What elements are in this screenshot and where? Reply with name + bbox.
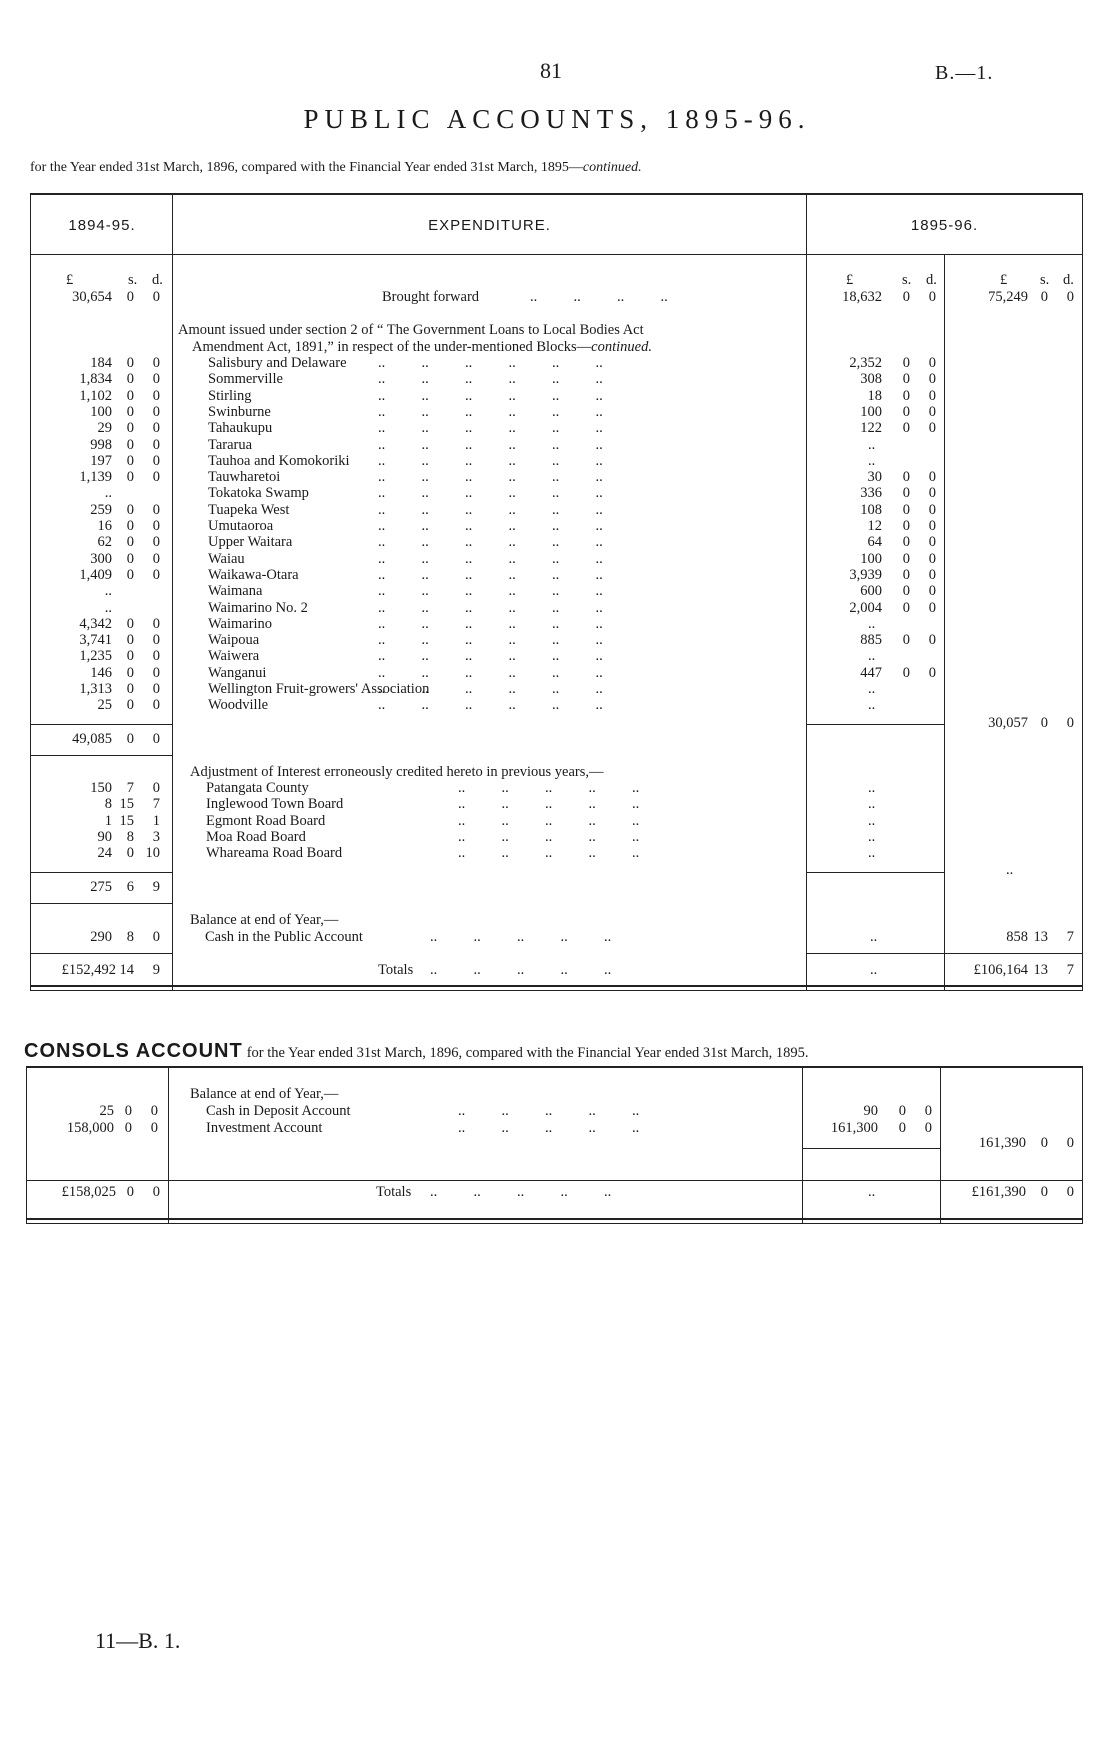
amount-pounds: 25 (99, 1103, 114, 1119)
amount-shillings: 0 (902, 485, 910, 502)
subtitle (30, 160, 642, 176)
amount-pence: 3 (152, 828, 160, 845)
amount-pounds: 18,632 (842, 289, 882, 305)
amount-pounds: 161,300 (830, 1119, 878, 1136)
amount-pence: 0 (928, 387, 936, 404)
amount-shillings: 0 (126, 403, 134, 420)
amount-pounds: .. (104, 485, 112, 502)
consols-totals-cur-shillings: 0 (1040, 1184, 1048, 1200)
amount-pounds: 75,249 (988, 289, 1028, 305)
block-name: Tokatoka Swamp (208, 485, 309, 502)
amount-shillings: 0 (902, 518, 910, 534)
balance-cur-pence: 7 (1066, 929, 1074, 945)
amount-pence: 1 (152, 812, 160, 829)
block-name: Wellington Fruit-growers' Association (208, 681, 430, 697)
amount-pounds: 18 (867, 387, 882, 404)
leader-dots: .. .. .. .. .. (430, 929, 612, 945)
balance-prev-pence: 0 (152, 929, 160, 945)
adjustment-name: Moa Road Board (206, 828, 306, 845)
shillings-unit: s. (1040, 272, 1050, 288)
amount-pounds: 308 (860, 371, 882, 388)
block-name: Umutaoroa (208, 518, 274, 534)
amount-shillings: 0 (902, 664, 910, 681)
leader-dots: .. .. .. .. .. .. (378, 648, 603, 665)
amount-pence: 0 (152, 566, 160, 583)
block-name: Swinburne (208, 403, 271, 420)
column-header-expenditure: EXPENDITURE. (428, 217, 551, 234)
amount-shillings: 0 (902, 599, 910, 616)
block-name: Waimarino (208, 615, 273, 632)
amount-pounds: 122 (860, 420, 882, 437)
amount-pence: 0 (928, 550, 936, 567)
consols-subtotal-pounds: 161,390 (978, 1135, 1026, 1151)
amount-pounds: 447 (860, 664, 882, 681)
leader-dots: .. .. .. .. .. .. (378, 664, 603, 681)
amount-pounds: 184 (90, 355, 112, 371)
subtitle-text: for the Year ended 31st March, 1896, compared with the Financial Year ended 31st March, 1895— (30, 160, 583, 175)
leader-dots: .. .. .. .. .. (430, 1184, 612, 1200)
amount-pounds: 998 (90, 436, 112, 453)
brought-forward-label: Brought forward (382, 289, 480, 305)
amount-pence: 0 (152, 780, 160, 796)
amount-shillings: 0 (902, 632, 910, 649)
leader-dots: .. .. .. .. .. .. (378, 371, 603, 388)
amount-shillings: 7 (126, 780, 134, 796)
leader-dots: .. .. .. .. .. .. (378, 681, 603, 697)
amount-pence: 0 (928, 599, 936, 616)
blocks-total-pence: 0 (152, 731, 160, 747)
blocks-total-cur-pounds: 30,057 (988, 715, 1028, 731)
amount-shillings: 0 (902, 534, 910, 551)
amount-shillings: 0 (126, 469, 134, 486)
amount-shillings: 0 (902, 583, 910, 600)
totals-prev-pence: 9 (152, 962, 160, 978)
section-heading-text: Amendment Act, 1891,” in respect of the under-mentioned Blocks— (192, 339, 592, 355)
leader-dots: .. .. .. .. .. .. (378, 452, 603, 469)
amount-shillings: 0 (902, 355, 910, 371)
section-heading-continued: continued. (591, 339, 652, 355)
amount-pence: 0 (928, 371, 936, 388)
totals-col1: .. (870, 962, 878, 978)
amount-pounds: 146 (90, 664, 112, 681)
leader-dots: .. .. .. .. .. .. (378, 485, 603, 502)
amount-pounds: 150 (90, 780, 112, 796)
amount-shillings: 0 (126, 501, 134, 518)
consols-totals-prev-pounds: £158,025 (61, 1184, 116, 1200)
amount-pounds: 2,004 (849, 599, 882, 616)
block-name: Waimarino No. 2 (208, 599, 308, 616)
amount-cur: .. (868, 780, 876, 796)
adjustment-name: Whareama Road Board (206, 845, 343, 862)
leader-dots: .. .. .. .. (530, 289, 668, 305)
pound-sign: £ (1000, 272, 1008, 288)
consols-totals-cur-pounds: £161,390 (971, 1184, 1026, 1200)
amount-pounds: 1,102 (79, 387, 112, 404)
amount-pence: 0 (928, 289, 936, 305)
amount-shillings: 0 (124, 1119, 132, 1136)
page-number: 81 (540, 58, 562, 83)
balance-heading: Balance at end of Year,— (190, 912, 339, 928)
account-name: Cash in Deposit Account (206, 1103, 351, 1119)
amount-pence: 0 (152, 664, 160, 681)
amount-pence: 0 (928, 632, 936, 649)
amount-pence: 0 (152, 534, 160, 551)
amount-pounds: 100 (860, 550, 882, 567)
section-heading: Amount issued under section 2 of “ The Government Loans to Local Bodies Act (178, 322, 644, 338)
amount-pounds: 1,235 (79, 648, 112, 665)
amount-shillings: 8 (126, 828, 134, 845)
amount-pounds: 259 (90, 501, 112, 518)
amount-shillings: 0 (126, 387, 134, 404)
blocks-total-cur-pence: 0 (1066, 715, 1074, 731)
adjustment-name: Patangata County (206, 780, 309, 796)
block-name: Waikawa-Otara (208, 566, 299, 583)
amount-shillings: 0 (126, 420, 134, 437)
balance-prev-pounds: 290 (90, 929, 112, 945)
block-name: Tararua (208, 436, 253, 453)
amount-shillings: 0 (902, 403, 910, 420)
amount-pence: 0 (928, 403, 936, 420)
leader-dots: .. .. .. .. .. .. (378, 501, 603, 518)
amount-pounds: 1,313 (79, 681, 112, 697)
leader-dots: .. .. .. .. .. .. (378, 599, 603, 616)
amount-shillings: 0 (126, 566, 134, 583)
amount-pence: 0 (152, 371, 160, 388)
account-name: Investment Account (206, 1119, 323, 1136)
block-name: Tuapeka West (208, 501, 290, 518)
pound-sign: £ (846, 272, 854, 288)
amount-pounds: .. (868, 681, 876, 697)
totals-prev-pounds: £152,492 (61, 962, 116, 978)
blocks-total-pounds: 49,085 (72, 731, 112, 747)
amount-pounds: 197 (90, 452, 112, 469)
amount-shillings: 0 (126, 550, 134, 567)
amount-pounds: 25 (97, 697, 112, 714)
amount-pence: 0 (152, 289, 160, 305)
amount-shillings: 0 (902, 550, 910, 567)
amount-pence: 0 (928, 420, 936, 437)
block-name: Waimana (208, 583, 263, 600)
balance-prev-shillings: 8 (126, 929, 134, 945)
amount-pence: 10 (145, 845, 160, 862)
blocks-total-shillings: 0 (126, 731, 134, 747)
amount-pounds: 12 (867, 518, 882, 534)
amount-shillings: 15 (119, 812, 134, 829)
amount-pence: 0 (928, 485, 936, 502)
amount-pence: 0 (152, 697, 160, 714)
adjust-total-cur: .. (1006, 862, 1014, 878)
leader-dots: .. .. .. .. .. .. (378, 697, 603, 714)
amount-pounds: 100 (860, 403, 882, 420)
amount-pounds: 885 (860, 632, 882, 649)
amount-shillings: 0 (126, 436, 134, 453)
amount-pounds: 108 (860, 501, 882, 518)
consols-totals-col1: .. (868, 1184, 876, 1200)
amount-pence: 0 (150, 1119, 158, 1136)
leader-dots: .. .. .. .. .. .. (378, 355, 603, 371)
column-header-1894: 1894-95. (68, 217, 136, 234)
consols-subtotal-pence: 0 (1066, 1135, 1074, 1151)
leader-dots: .. .. .. .. .. .. (378, 387, 603, 404)
leader-dots: .. .. .. .. .. (458, 845, 640, 862)
consols-totals-label: Totals (376, 1184, 412, 1200)
totals-cur-pounds: £106,164 (973, 962, 1028, 978)
amount-shillings: 0 (902, 469, 910, 486)
amount-pence: 0 (928, 501, 936, 518)
amount-pence: 0 (928, 355, 936, 371)
amount-pence: 0 (152, 632, 160, 649)
block-name: Waipoua (208, 632, 260, 649)
amount-pounds: .. (868, 648, 876, 665)
leader-dots: .. .. .. .. .. .. (378, 615, 603, 632)
balance-cur-pounds: 858 (1006, 929, 1028, 945)
amount-pounds: 2,352 (849, 355, 882, 371)
block-name: Wanganui (208, 664, 267, 681)
amount-pounds: 16 (97, 518, 112, 534)
amount-shillings: 0 (126, 452, 134, 469)
amount-pence: 0 (152, 501, 160, 518)
amount-pounds: 90 (863, 1103, 878, 1119)
amount-pence: 0 (152, 403, 160, 420)
adjustment-heading: Adjustment of Interest erroneously credited hereto in previous years,— (190, 764, 604, 780)
amount-shillings: 0 (898, 1103, 906, 1119)
amount-pence: 0 (928, 534, 936, 551)
amount-shillings: 0 (126, 648, 134, 665)
adjustment-name: Egmont Road Board (206, 812, 326, 829)
amount-pounds: 3,939 (849, 566, 882, 583)
amount-pence: 0 (928, 469, 936, 486)
amount-shillings: 0 (126, 355, 134, 371)
consols-totals-prev-shillings: 0 (126, 1184, 134, 1200)
amount-pounds: .. (868, 697, 876, 714)
leader-dots: .. .. .. .. .. .. (378, 632, 603, 649)
balance-cur-shillings: 13 (1033, 929, 1048, 945)
amount-pence: 0 (152, 436, 160, 453)
amount-cur: .. (868, 796, 876, 813)
amount-pence: 7 (152, 796, 160, 813)
pence-unit: d. (926, 272, 937, 288)
amount-pence: 0 (152, 420, 160, 437)
adjustment-name: Inglewood Town Board (206, 796, 344, 813)
amount-pounds: 336 (860, 485, 882, 502)
pence-unit: d. (1063, 272, 1074, 288)
amount-shillings: 0 (902, 289, 910, 305)
leader-dots: .. .. .. .. .. .. (378, 518, 603, 534)
footer-reference: 11—B. 1. (95, 1628, 181, 1653)
block-name: Tahaukupu (208, 420, 273, 437)
page-title: PUBLIC ACCOUNTS, 1895-96. (303, 104, 811, 134)
amount-pounds: 3,741 (79, 632, 112, 649)
amount-pounds: 29 (97, 420, 112, 437)
section-heading-cont (192, 339, 652, 356)
amount-shillings: 0 (126, 615, 134, 632)
amount-shillings: 0 (902, 387, 910, 404)
amount-shillings: 0 (902, 420, 910, 437)
leader-dots: .. .. .. .. .. (458, 1119, 640, 1136)
amount-shillings: 15 (119, 796, 134, 813)
block-name: Waiwera (208, 648, 260, 665)
block-name: Upper Waitara (208, 534, 293, 551)
amount-shillings: 0 (124, 1103, 132, 1119)
amount-pounds: 300 (90, 550, 112, 567)
block-name: Woodville (208, 697, 269, 714)
amount-pence: 0 (924, 1119, 932, 1136)
amount-shillings: 0 (126, 697, 134, 714)
block-name: Salisbury and Delaware (208, 355, 347, 371)
shillings-unit: s. (902, 272, 912, 288)
consols-heading (24, 1040, 808, 1063)
totals-cur-shillings: 13 (1033, 962, 1048, 978)
amount-pounds: 600 (860, 583, 882, 600)
shillings-unit: s. (128, 272, 138, 288)
amount-pounds: .. (104, 599, 112, 616)
leader-dots: .. .. .. .. .. (458, 780, 640, 796)
amount-shillings: 0 (126, 632, 134, 649)
leader-dots: .. .. .. .. .. (458, 1103, 640, 1119)
amount-pence: 0 (928, 664, 936, 681)
amount-shillings: 0 (898, 1119, 906, 1136)
amount-pounds: 30 (867, 469, 882, 486)
amount-shillings: 0 (126, 289, 134, 305)
amount-pounds: 8 (104, 796, 112, 813)
balance-col1: .. (870, 929, 878, 945)
amount-cur: .. (868, 812, 876, 829)
amount-pence: 0 (928, 583, 936, 600)
adjust-total-pounds: 275 (90, 879, 112, 895)
amount-shillings: 0 (126, 518, 134, 534)
amount-pence: 0 (152, 648, 160, 665)
amount-shillings: 0 (902, 371, 910, 388)
leader-dots: .. .. .. .. .. (430, 962, 612, 978)
leader-dots: .. .. .. .. .. (458, 796, 640, 813)
block-name: Tauhoa and Komokoriki (208, 452, 350, 469)
amount-pence: 0 (1066, 289, 1074, 305)
consols-totals-cur-pence: 0 (1066, 1184, 1074, 1200)
amount-shillings: 0 (126, 371, 134, 388)
block-name: Tauwharetoi (208, 469, 281, 486)
amount-pence: 0 (152, 355, 160, 371)
amount-pence: 0 (152, 518, 160, 534)
amount-cur: .. (868, 828, 876, 845)
amount-pence: 0 (152, 550, 160, 567)
amount-pounds: .. (104, 583, 112, 600)
consols-balance-heading: Balance at end of Year,— (190, 1086, 339, 1102)
consols-subtitle: for the Year ended 31st March, 1896, compared with the Financial Year ended 31st March, 1895. (246, 1045, 809, 1061)
totals-label: Totals (378, 962, 414, 978)
amount-shillings: 0 (126, 845, 134, 862)
totals-prev-shillings: 14 (119, 962, 134, 978)
leader-dots: .. .. .. .. .. .. (378, 566, 603, 583)
leader-dots: .. .. .. .. .. .. (378, 403, 603, 420)
amount-pounds: 4,342 (79, 615, 112, 632)
pound-sign: £ (66, 272, 74, 288)
leader-dots: .. .. .. .. .. .. (378, 583, 603, 600)
amount-pounds: 100 (90, 403, 112, 420)
amount-shillings: 0 (902, 501, 910, 518)
amount-pounds: 64 (867, 534, 882, 551)
adjust-total-shillings: 6 (126, 879, 134, 895)
amount-pounds: .. (868, 436, 876, 453)
amount-pence: 0 (152, 681, 160, 697)
amount-pounds: 1,834 (79, 371, 112, 388)
amount-pounds: 158,000 (66, 1119, 114, 1136)
amount-pence: 0 (152, 387, 160, 404)
leader-dots: .. .. .. .. .. (458, 828, 640, 845)
amount-pounds: 24 (97, 845, 112, 862)
subtitle-continued: continued. (582, 160, 642, 175)
amount-pounds: 1,409 (79, 566, 112, 583)
amount-pence: 0 (928, 566, 936, 583)
leader-dots: .. .. .. .. .. .. (378, 436, 603, 453)
amount-pounds: .. (868, 615, 876, 632)
amount-shillings: 0 (126, 681, 134, 697)
amount-pounds: 62 (97, 534, 112, 551)
totals-cur-pence: 7 (1066, 962, 1074, 978)
amount-pounds: 30,654 (72, 289, 112, 305)
leader-dots: .. .. .. .. .. .. (378, 550, 603, 567)
amount-pence: 0 (152, 452, 160, 469)
amount-cur: .. (868, 845, 876, 862)
consols-title: CONSOLS ACCOUNT (24, 1040, 243, 1062)
leader-dots: .. .. .. .. .. .. (378, 469, 603, 486)
balance-item: Cash in the Public Account (205, 929, 363, 945)
amount-pounds: 90 (97, 828, 112, 845)
amount-shillings: 0 (902, 566, 910, 583)
block-name: Sommerville (208, 371, 283, 388)
consols-totals-prev-pence: 0 (152, 1184, 160, 1200)
leader-dots: .. .. .. .. .. (458, 812, 640, 829)
block-name: Waiau (208, 550, 245, 567)
amount-pence: 0 (152, 615, 160, 632)
block-name: Stirling (208, 387, 252, 404)
consols-subtotal-shillings: 0 (1040, 1135, 1048, 1151)
column-header-1895: 1895-96. (910, 217, 979, 234)
amount-pounds: .. (868, 452, 876, 469)
adjust-total-pence: 9 (152, 879, 160, 895)
amount-pence: 0 (928, 518, 936, 534)
amount-shillings: 0 (1040, 289, 1048, 305)
amount-shillings: 0 (126, 664, 134, 681)
document-reference: B.—1. (935, 62, 994, 84)
leader-dots: .. .. .. .. .. .. (378, 420, 603, 437)
amount-pence: 0 (152, 469, 160, 486)
pence-unit: d. (152, 272, 163, 288)
amount-pounds: 1 (104, 812, 112, 829)
blocks-total-cur-shillings: 0 (1040, 715, 1048, 731)
amount-pounds: 1,139 (79, 469, 112, 486)
amount-pence: 0 (924, 1103, 932, 1119)
leader-dots: .. .. .. .. .. .. (378, 534, 603, 551)
amount-pence: 0 (150, 1103, 158, 1119)
amount-shillings: 0 (126, 534, 134, 551)
